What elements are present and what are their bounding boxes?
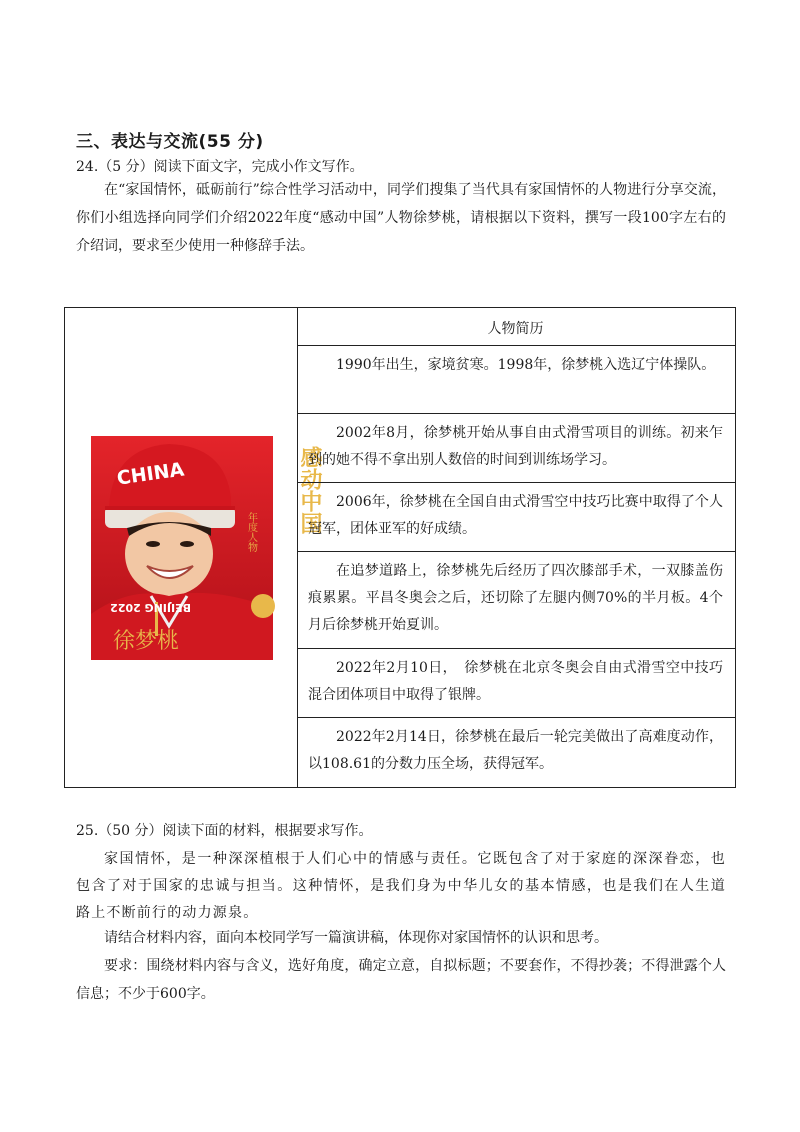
table-row: 1990年出生，家境贫寒。1998年，徐梦桃入选辽宁体操队。 [298,346,735,414]
photo-cell [65,308,323,787]
table-row: 2022年2月14日，徐梦桃在最后一轮完美做出了高难度动作，以108.61的分数力压全场，获得冠军。 [308,729,723,772]
question-25-requirements: 要求：围绕材料内容与含义，选好角度，确定立意，自拟标题；不要套作，不得抄袭；不得泄露个人信息；不少于600字。 [76,958,726,1002]
table-row: 在追梦道路上，徐梦桃先后经历了四次膝部手术，一双膝盖伤痕累累。平昌冬奥会之后，还切除了左腿内侧70%的半月板。4个月后徐梦桃开始夏训。 [298,552,735,649]
biography-table [64,307,736,788]
xu-mengtao-poster-image [91,436,323,660]
poster-year-text: 年度人物 [245,512,257,552]
table-row: 2022年2月10日， 徐梦桃在北京冬奥会自由式滑雪空中技巧混合团体项目中取得了银牌。 [298,649,735,718]
table-row: 2006年，徐梦桃在全国自由式滑雪空中技巧比赛中取得了个人冠军，团体亚军的好成绩。 [298,483,735,552]
poster-title-chars: 感动中国 [235,446,323,472]
question-25-material: 家国情怀，是一种深深植根于人们心中的情感与责任。它既包含了对于家庭的深深眷恋，也包含了对于国家的忠诚与担当。这种情怀，是我们身为中华儿女的基本情感，也是我们在人生道路上不断前行的动力源泉。 [76,851,726,921]
question-25-task: 请结合材料内容，面向本校同学写一篇演讲稿，体现你对家国情怀的认识和思考。 [104,930,608,946]
hat-text: CHINA [115,458,186,490]
jacket-text: BEIJING 2022 [110,601,191,614]
table-header: 人物简历 [298,308,735,346]
poster-name: 徐梦桃 [113,629,180,654]
question-24-heading: 24.（5 分）阅读下面文字，完成小作文写作。 [76,159,364,175]
question-25-heading: 25.（50 分）阅读下面的材料，根据要求写作。 [76,823,373,839]
biography-rows [298,308,735,787]
question-24-intro: 在“家国情怀，砥砺前行”综合性学习活动中，同学们搜集了当代具有家国情怀的人物进行分享交流，你们小组选择向同学们介绍2022年度“感动中国”人物徐梦桃，请根据以下资料，撰写一段100字左右的介绍词，要求至少使用一种修辞手法。 [76,182,726,254]
section-title: 三、表达与交流(55 分) [76,132,264,152]
table-row: 2002年8月，徐梦桃开始从事自由式滑雪项目的训练。初来乍到的她不得不拿出别人数倍的时间到训练场学习。 [298,414,735,483]
